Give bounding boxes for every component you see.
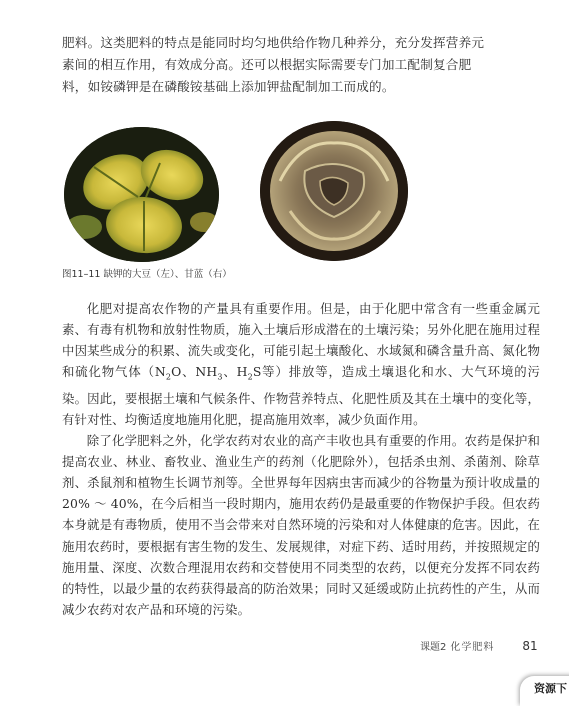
- top-paragraph: 肥料。这类肥料的特点是能同时均匀地供给作物几种养分，充分发挥营养元素间的相互作用，有效成分高。还可以根据实际需要专门加工配制复合肥料，如铵磷钾是在磷酸铵基础上添加钾盐配制加工而成的。: [62, 35, 485, 95]
- paragraph-text: O、NH: [171, 364, 218, 380]
- page-number: 81: [522, 639, 538, 653]
- subscript: 3: [217, 372, 223, 382]
- paragraph-text: S等）排放等，造成土壤退化和水、大气环境的污染。因此，要根据土壤和气候条件、作物营养特点、化肥性质及其在土壤中的变化等，有针对性、均衡适度地施用化肥，提高施用效率，减少负面作用。: [62, 364, 541, 427]
- footer-topic: 化学肥料: [450, 642, 495, 653]
- soybean-leaf-image: [64, 127, 219, 262]
- subscript: 2: [247, 372, 253, 382]
- subscript: 2: [165, 372, 172, 382]
- paragraph-pesticides: 除了化学肥料之外，化学农药对农业的高产丰收也具有重要的作用。农药是保护和提高农业、林业、畜牧业、渔业生产的药剂（化肥除外），包括杀虫剂、杀菌剂、除草剂、杀鼠剂和植物生长调节剂等。全世界每年因病虫害而减少的谷物量为预计收成量的20% ～ 40%，在今后相当一段时期内，施用农药仍是最重要的作物保护手段。但农药本身就是有毒物质，使用不当会带来对自然环境的污染和对人体健康的危害。因此，在施用农药时，要根据有害生物的发生、发展规律，对症下药、适时用药，并按照规定的施用量、深度、次数合理混用农药和交替使用不同类型的农药，以便充分发挥不同农药的特性，以最少量的农药获得最高的防治效果；同时又延缓或防止抗药性的产生，从而减少农药对农产品和环境的污染。: [62, 433, 540, 617]
- figure-caption: 图11–11 缺钾的大豆（左）、甘蓝（右）: [62, 269, 232, 280]
- paragraph-fertilizer-pollution: [62, 298, 540, 430]
- footer-chapter: 课题2: [420, 642, 447, 653]
- paragraph-text: 化肥对提高农作物的产量具有重要作用。但是，由于化肥中常含有一些重金属元素、有毒有机物和放射性物质，施入土壤后形成潜在的土壤污染；另外化肥在施用过程中因某些成分的积累、流失或变化，可能引起土壤酸化、水域氮和磷含量升高、氮化物和硫化物气体（N: [62, 301, 540, 380]
- paragraph-text: 、H: [222, 364, 248, 380]
- cabbage-image: [260, 121, 408, 261]
- page-footer: [420, 638, 538, 653]
- resource-download-badge[interactable]: 资源下: [520, 676, 569, 706]
- cabbage-photo: [260, 121, 408, 261]
- soybean-leaf-photo: [64, 127, 219, 262]
- body-text: [62, 298, 540, 620]
